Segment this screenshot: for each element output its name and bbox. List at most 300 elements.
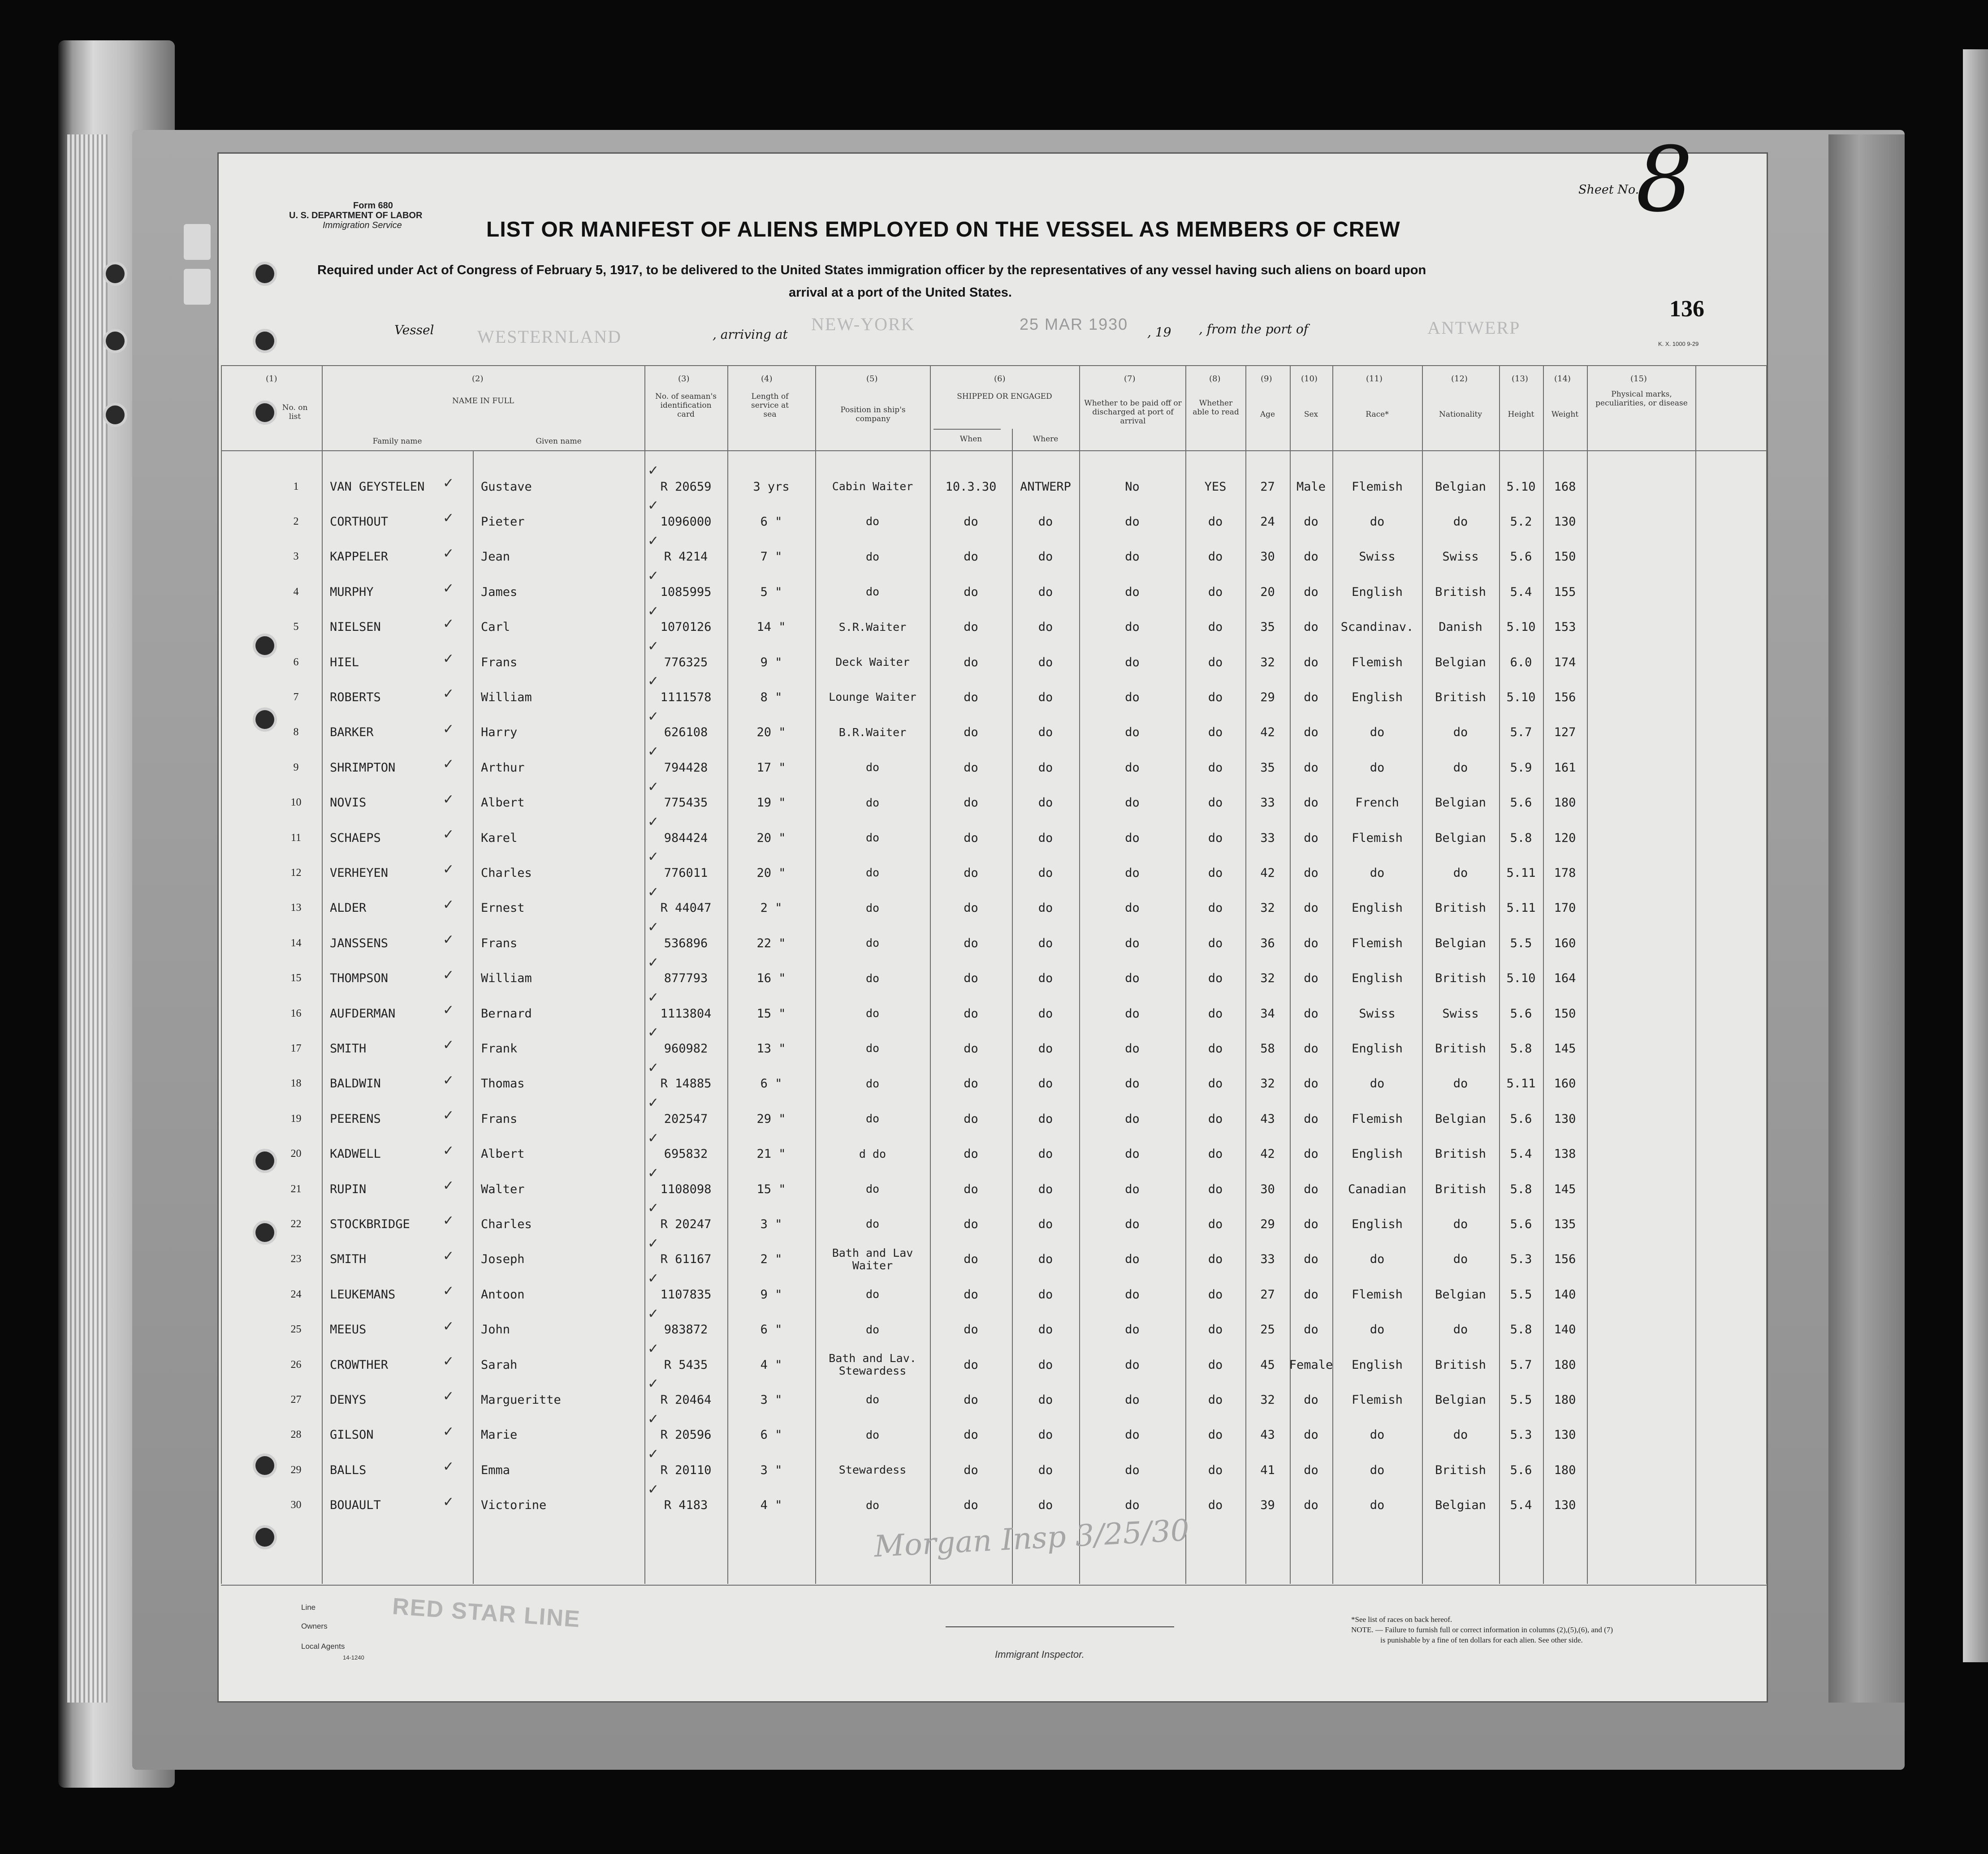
check-mark: ✓ (648, 1306, 659, 1322)
cell-card: 983872 (664, 1323, 708, 1337)
cell-sex: do (1304, 1428, 1318, 1442)
cell-age: 32 (1260, 655, 1275, 669)
table-row (221, 1200, 1767, 1242)
cell-given: Frans (481, 655, 518, 669)
cell-card: 626108 (664, 725, 708, 740)
cell-given: Carl (481, 620, 510, 634)
cell-when: do (964, 1463, 978, 1477)
arriving-port: NEW-YORK (811, 314, 915, 334)
cell-nationality: British (1435, 1463, 1486, 1477)
head-shipped: SHIPPED OR ENGAGED (957, 392, 1052, 401)
cell-family: NIELSEN (330, 620, 381, 634)
cell-age: 32 (1260, 1393, 1275, 1407)
cell-height: 5.10 (1506, 620, 1536, 634)
cell-card: R 5435 (664, 1358, 708, 1372)
cell-no: 2 (293, 515, 299, 527)
cell-no: 23 (290, 1253, 302, 1265)
penalty-note-1: NOTE. — Failure to furnish full or correct information in columns (2),(5),(6), and (7) (1351, 1625, 1613, 1634)
cell-sex: do (1304, 901, 1318, 915)
cell-no: 20 (290, 1148, 302, 1160)
cell-family: PEERENS (330, 1112, 381, 1126)
cell-no: 22 (290, 1218, 302, 1230)
cell-family: BARKER (330, 725, 374, 740)
cell-sex: do (1304, 655, 1318, 669)
cell-sex: do (1304, 936, 1318, 950)
cell-age: 24 (1260, 514, 1275, 529)
cell-paid: do (1125, 655, 1140, 669)
table-row (221, 1271, 1767, 1312)
cell-where: do (1038, 690, 1053, 704)
cell-service: 7 " (760, 550, 782, 564)
cell-height: 5.5 (1510, 1393, 1532, 1407)
cell-race: English (1352, 1217, 1403, 1231)
cell-service: 3 yrs (753, 479, 790, 494)
check-mark: ✓ (443, 827, 454, 842)
cell-service: 22 " (756, 936, 786, 950)
cell-race: do (1370, 1498, 1385, 1513)
col-num-11: (11) (1366, 374, 1383, 384)
cell-sex: do (1304, 690, 1318, 704)
cell-paid: do (1125, 1428, 1140, 1442)
service-line: Immigration Service (323, 220, 402, 230)
cell-sex: Female (1289, 1358, 1333, 1372)
cell-age: 34 (1260, 1006, 1275, 1021)
cell-race: do (1370, 1323, 1385, 1337)
cell-card: 776011 (664, 866, 708, 880)
cell-weight: 140 (1554, 1323, 1576, 1337)
cell-card: R 61167 (660, 1252, 712, 1267)
cell-read: do (1208, 1393, 1223, 1407)
check-mark: ✓ (648, 533, 659, 549)
cell-read: do (1208, 1463, 1223, 1477)
head-paid-off: Whether to be paid off or discharged at port of arrival (1084, 399, 1182, 426)
check-mark: ✓ (443, 686, 454, 702)
cell-card: 202547 (664, 1112, 708, 1126)
cell-family: STOCKBRIDGE (330, 1217, 410, 1231)
table-row (221, 744, 1767, 785)
cell-family: VAN GEYSTELEN (330, 479, 425, 494)
cell-family: VERHEYEN (330, 866, 389, 880)
cell-nationality: British (1435, 690, 1486, 704)
cell-paid: do (1125, 971, 1140, 986)
cell-paid: do (1125, 831, 1140, 845)
cell-card: R 20659 (660, 479, 712, 494)
cell-no: 11 (290, 832, 302, 844)
cell-height: 5.6 (1510, 796, 1532, 810)
cell-position: do (865, 866, 880, 880)
cell-where: do (1038, 866, 1053, 880)
cell-no: 25 (290, 1324, 302, 1336)
check-mark: ✓ (443, 1283, 454, 1299)
cell-family: AUFDERMAN (330, 1006, 396, 1021)
cell-service: 14 " (756, 620, 786, 634)
cell-nationality: do (1453, 1077, 1468, 1091)
cell-when: do (964, 936, 978, 950)
cell-given: Gustave (481, 479, 532, 494)
table-row (221, 1060, 1767, 1101)
check-mark: ✓ (648, 708, 659, 724)
cell-sex: do (1304, 1287, 1318, 1302)
table-row (221, 498, 1767, 539)
check-mark: ✓ (648, 673, 659, 690)
check-mark: ✓ (443, 651, 454, 667)
cell-race: Flemish (1352, 1393, 1403, 1407)
table-row (221, 1306, 1767, 1347)
cell-age: 27 (1260, 1287, 1275, 1302)
check-mark: ✓ (443, 1494, 454, 1510)
check-mark: ✓ (648, 919, 659, 936)
cell-height: 5.8 (1510, 831, 1532, 845)
cell-sex: do (1304, 514, 1318, 529)
table-row (221, 568, 1767, 609)
cell-when: do (964, 760, 978, 775)
cell-sex: do (1304, 971, 1318, 986)
cell-position: do (865, 550, 880, 563)
inspector-signature-line (946, 1626, 1174, 1627)
cell-position: do (865, 796, 880, 809)
cell-race: do (1370, 725, 1385, 740)
cell-card: R 20596 (660, 1428, 712, 1442)
cell-family: SMITH (330, 1041, 367, 1056)
from-port-label: , from the port of (1199, 322, 1309, 336)
cell-given: Bernard (481, 1006, 532, 1021)
cell-where: do (1038, 1463, 1053, 1477)
cell-nationality: do (1453, 514, 1468, 529)
cell-card: R 4214 (664, 550, 708, 564)
head-height: Height (1508, 410, 1534, 419)
cell-family: MEEUS (330, 1323, 367, 1337)
cell-nationality: British (1435, 585, 1486, 599)
cell-family: ALDER (330, 901, 367, 915)
cell-read: do (1208, 725, 1223, 740)
head-given-name: Given name (536, 437, 582, 446)
check-mark: ✓ (443, 967, 454, 983)
subtitle-line-2: arrival at a port of the United States. (789, 285, 1012, 300)
cell-sex: do (1304, 1147, 1318, 1161)
cell-where: do (1038, 971, 1053, 986)
cell-service: 6 " (760, 1323, 782, 1337)
cell-sex: do (1304, 1182, 1318, 1196)
cell-weight: 153 (1554, 620, 1576, 634)
check-mark: ✓ (443, 932, 454, 948)
cell-no: 30 (290, 1499, 302, 1511)
cell-when: do (964, 971, 978, 986)
cell-when: do (964, 1006, 978, 1021)
cell-weight: 130 (1554, 1428, 1576, 1442)
cell-given: Victorine (481, 1498, 547, 1513)
table-row (221, 1411, 1767, 1453)
agents-code: 14-1240 (343, 1654, 364, 1661)
cell-where: do (1038, 1217, 1053, 1231)
races-note: *See list of races on back hereof. (1351, 1615, 1452, 1624)
cell-when: do (964, 690, 978, 704)
cell-nationality: British (1435, 971, 1486, 986)
cell-no: 21 (290, 1183, 302, 1195)
cell-no: 7 (293, 691, 299, 703)
cell-service: 6 " (760, 1428, 782, 1442)
cell-age: 42 (1260, 866, 1275, 880)
cell-height: 5.8 (1510, 1041, 1532, 1056)
cell-race: do (1370, 514, 1385, 529)
cell-age: 35 (1260, 620, 1275, 634)
check-mark: ✓ (648, 1025, 659, 1041)
cell-read: do (1208, 1041, 1223, 1056)
cell-card: 794428 (664, 760, 708, 775)
vessel-name: WESTERNLAND (477, 327, 622, 347)
cell-race: English (1352, 901, 1403, 915)
col-num-9: (9) (1261, 374, 1272, 384)
cell-height: 5.11 (1506, 866, 1536, 880)
cell-nationality: Belgian (1435, 936, 1486, 950)
cell-read: do (1208, 1217, 1223, 1231)
cell-height: 6.0 (1510, 655, 1532, 669)
cell-paid: do (1125, 1498, 1140, 1513)
cell-race: Flemish (1352, 1287, 1403, 1302)
check-mark: ✓ (648, 1411, 659, 1427)
cell-nationality: Belgian (1435, 1112, 1486, 1126)
cell-race: Canadian (1348, 1182, 1407, 1196)
cell-given: Arthur (481, 760, 525, 775)
check-mark: ✓ (443, 1318, 454, 1334)
cell-no: 15 (290, 972, 302, 984)
cell-when: do (964, 1323, 978, 1337)
cell-when: do (964, 1147, 978, 1161)
cell-race: French (1355, 796, 1399, 810)
cell-paid: No (1125, 479, 1140, 494)
cell-where: ANTWERP (1020, 479, 1071, 494)
cell-weight: 150 (1554, 550, 1576, 564)
cell-weight: 120 (1554, 831, 1576, 845)
cell-paid: do (1125, 514, 1140, 529)
cell-sex: do (1304, 1498, 1318, 1513)
cell-family: MURPHY (330, 585, 374, 599)
cell-age: 32 (1260, 901, 1275, 915)
cell-card: 984424 (664, 831, 708, 845)
check-mark: ✓ (648, 1200, 659, 1216)
head-where: Where (1033, 435, 1059, 444)
cell-given: Charles (481, 866, 532, 880)
table-row (221, 954, 1767, 996)
cell-age: 32 (1260, 1077, 1275, 1091)
cell-position: do (865, 1077, 880, 1090)
cell-when: do (964, 1077, 978, 1091)
cell-race: do (1370, 1077, 1385, 1091)
cell-given: Albert (481, 1147, 525, 1161)
cell-service: 9 " (760, 1287, 782, 1302)
cell-where: do (1038, 725, 1053, 740)
cell-service: 21 " (756, 1147, 786, 1161)
cell-sex: do (1304, 1323, 1318, 1337)
cell-no: 26 (290, 1358, 302, 1371)
cell-paid: do (1125, 901, 1140, 915)
cell-weight: 138 (1554, 1147, 1576, 1161)
col-num-1: (1) (266, 374, 277, 384)
cell-given: Ernest (481, 901, 525, 915)
cell-age: 30 (1260, 550, 1275, 564)
cell-given: Emma (481, 1463, 510, 1477)
cell-card: R 20110 (660, 1463, 712, 1477)
cell-service: 19 " (756, 796, 786, 810)
cell-position: do (865, 831, 880, 844)
check-mark: ✓ (648, 1095, 659, 1111)
cell-weight: 127 (1554, 725, 1576, 740)
cell-family: SCHAEPS (330, 831, 381, 845)
cell-paid: do (1125, 1393, 1140, 1407)
cell-where: do (1038, 1041, 1053, 1056)
cell-family: DENYS (330, 1393, 367, 1407)
cell-paid: do (1125, 1252, 1140, 1267)
cell-when: do (964, 585, 978, 599)
cell-weight: 130 (1554, 514, 1576, 529)
check-mark: ✓ (443, 721, 454, 737)
cell-service: 15 " (756, 1182, 786, 1196)
cell-position: do (865, 1428, 880, 1441)
cell-height: 5.5 (1510, 1287, 1532, 1302)
cell-age: 29 (1260, 690, 1275, 704)
cell-height: 5.5 (1510, 936, 1532, 950)
check-mark: ✓ (648, 1481, 659, 1497)
cell-nationality: do (1453, 760, 1468, 775)
cell-race: English (1352, 585, 1403, 599)
table-row (221, 1095, 1767, 1136)
cell-when: do (964, 1217, 978, 1231)
cell-given: Margueritte (481, 1393, 561, 1407)
cell-age: 20 (1260, 585, 1275, 599)
check-mark: ✓ (648, 568, 659, 584)
check-mark: ✓ (443, 1143, 454, 1159)
cell-age: 25 (1260, 1323, 1275, 1337)
col-num-13: (13) (1512, 374, 1528, 384)
head-able-to-read: Whether able to read (1193, 399, 1239, 417)
cell-sex: Male (1296, 479, 1326, 494)
cell-nationality: Swiss (1442, 1006, 1479, 1021)
cell-family: SHRIMPTON (330, 760, 396, 775)
cell-when: do (964, 514, 978, 529)
check-mark: ✓ (443, 791, 454, 807)
table-row (221, 603, 1767, 645)
cell-given: Harry (481, 725, 518, 740)
punch-hole (255, 264, 274, 283)
cell-service: 2 " (760, 1252, 782, 1267)
cell-read: do (1208, 796, 1223, 810)
check-mark: ✓ (443, 756, 454, 772)
cell-no: 1 (293, 480, 299, 492)
sheet-number: 8 (1636, 128, 1693, 232)
cell-family: CROWTHER (330, 1358, 389, 1372)
cell-age: 43 (1260, 1112, 1275, 1126)
check-mark: ✓ (648, 498, 659, 514)
cell-height: 5.11 (1506, 901, 1536, 915)
cell-nationality: British (1435, 1358, 1486, 1372)
cell-paid: do (1125, 1287, 1140, 1302)
cell-sex: do (1304, 831, 1318, 845)
cell-position: do (865, 761, 880, 774)
cell-position: do (865, 1323, 880, 1336)
cell-family: BOUAULT (330, 1498, 381, 1513)
cell-paid: do (1125, 1112, 1140, 1126)
cell-given: Antoon (481, 1287, 525, 1302)
department-line: U. S. DEPARTMENT OF LABOR (289, 211, 423, 220)
cell-weight: 178 (1554, 866, 1576, 880)
cell-paid: do (1125, 1147, 1140, 1161)
cell-no: 14 (290, 937, 302, 949)
head-family-name: Family name (372, 437, 422, 446)
check-mark: ✓ (443, 862, 454, 878)
cell-paid: do (1125, 760, 1140, 775)
cell-nationality: British (1435, 1182, 1486, 1196)
cell-read: do (1208, 1323, 1223, 1337)
cell-sex: do (1304, 1463, 1318, 1477)
check-mark: ✓ (443, 616, 454, 632)
cell-sex: do (1304, 1393, 1318, 1407)
check-mark: ✓ (443, 1459, 454, 1475)
cell-paid: do (1125, 1077, 1140, 1091)
cell-position: do (865, 1393, 880, 1406)
check-mark: ✓ (443, 475, 454, 491)
cell-read: do (1208, 1287, 1223, 1302)
cell-card: 877793 (664, 971, 708, 986)
head-weight: Weight (1551, 410, 1579, 419)
cell-family: JANSSENS (330, 936, 389, 950)
check-mark: ✓ (648, 744, 659, 760)
table-row (221, 463, 1767, 504)
cell-nationality: do (1453, 725, 1468, 740)
cell-no: 19 (290, 1112, 302, 1125)
cell-where: do (1038, 1393, 1053, 1407)
cell-read: do (1208, 620, 1223, 634)
cell-height: 5.8 (1510, 1182, 1532, 1196)
cell-no: 4 (293, 586, 299, 598)
cell-age: 35 (1260, 760, 1275, 775)
cell-card: R 20247 (660, 1217, 712, 1231)
cell-position: do (865, 1112, 880, 1125)
cell-no: 9 (293, 761, 299, 773)
cell-paid: do (1125, 1041, 1140, 1056)
cell-race: do (1370, 1428, 1385, 1442)
check-mark: ✓ (648, 884, 659, 900)
cell-card: 1111578 (660, 690, 712, 704)
cell-race: English (1352, 1358, 1403, 1372)
cell-no: 18 (290, 1078, 302, 1090)
cell-when: do (964, 796, 978, 810)
check-mark: ✓ (443, 1002, 454, 1018)
cell-race: Flemish (1352, 479, 1403, 494)
cell-where: do (1038, 1428, 1053, 1442)
cell-when: do (964, 550, 978, 564)
cell-weight: 160 (1554, 936, 1576, 950)
cell-given: William (481, 971, 532, 986)
cell-position: Bath and Lav. Stewardess (829, 1352, 916, 1377)
cell-height: 5.3 (1510, 1252, 1532, 1267)
cell-read: YES (1204, 479, 1227, 494)
cell-given: Frans (481, 1112, 518, 1126)
check-mark: ✓ (443, 1072, 454, 1088)
cell-given: Joseph (481, 1252, 525, 1267)
cell-race: English (1352, 690, 1403, 704)
cell-nationality: Belgian (1435, 1287, 1486, 1302)
cell-height: 5.6 (1510, 550, 1532, 564)
cell-weight: 180 (1554, 796, 1576, 810)
cell-card: R 14885 (660, 1077, 712, 1091)
cell-card: 1085995 (660, 585, 712, 599)
cell-weight: 164 (1554, 971, 1576, 986)
cell-service: 8 " (760, 690, 782, 704)
table-row (221, 1165, 1767, 1207)
arrival-date: 25 MAR 1930 (1020, 315, 1128, 333)
check-mark: ✓ (648, 603, 659, 619)
cell-sex: do (1304, 760, 1318, 775)
check-mark: ✓ (443, 1388, 454, 1405)
